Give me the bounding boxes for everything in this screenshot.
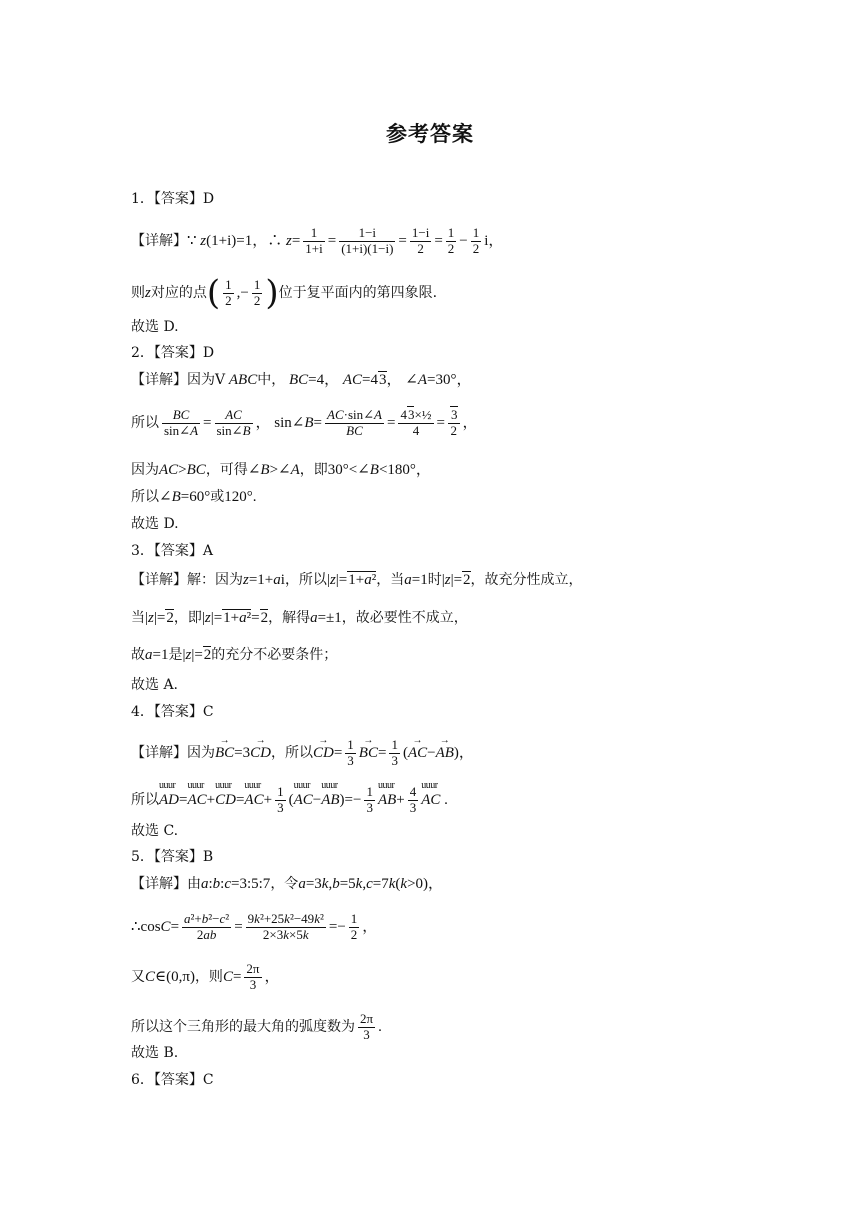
text: 所以 (131, 489, 159, 505)
q2-detail-line-3: 因为AC>BC，可得∠B>∠A，即30°<∠B<180°， (131, 462, 431, 478)
text: 所以 (131, 414, 159, 431)
text: 位于复平面内的第四象限. (278, 285, 438, 301)
text: 所以这个三角形的最大角的弧度数为 (131, 1018, 355, 1035)
detail-label: 【详解】 (131, 372, 187, 388)
q2-detail-line-2: 所以 $\frac{BC}{\sin\angle A}$ = $\frac{AC}{\sin\angle B}$ ， sin∠B= $\frac{AC\cdot\sin\angle A}{BC}$ = $\frac{\text{43×½}}{4}$ = $\frac{3}{2}$ ， (131, 407, 478, 438)
text: V (215, 372, 226, 388)
text: 解：因为 (187, 572, 243, 588)
q1-choose: 故选 D. (131, 319, 179, 335)
detail-label: 【详解】 (131, 744, 187, 761)
text: 或 (210, 489, 225, 505)
text: 对应的点 (150, 285, 207, 301)
q1-detail-line-1: 【详解】∵ z(1+i)=1，∴ z= $\frac{1}{1+i}$ = $\frac{1-i}{(1+i)(1-i)}$ = $\frac{1-i}{2}$ = $\frac{1}{2}$ − $\frac{1}{2}$ i， (131, 225, 504, 256)
text: ，即 (299, 462, 328, 478)
q3-detail-line-2: 当|z|=2，即|z|=1+a²=2，解得a=±1，故必要性不成立， (131, 610, 468, 626)
text: 又 (131, 968, 145, 985)
text: 所以 (131, 791, 159, 808)
text: ，故必要性不成立， (341, 610, 468, 626)
text: 是 (168, 647, 183, 663)
answer-4: 4．【答案】C (131, 704, 214, 720)
detail-label: 【详解】 (131, 232, 187, 249)
text: 时 (427, 572, 442, 588)
answer-1: 1．【答案】D (131, 191, 215, 207)
answer-6: 6．【答案】C (131, 1072, 214, 1088)
q5-detail-line-3: 又C∈(0,π)，则C= $\frac{2\pi}{3}$ ， (131, 961, 280, 992)
detail-label: 【详解】 (131, 876, 187, 892)
q5-detail-line-4: 所以这个三角形的最大角的弧度数为 $\frac{2\pi}{3}$ . (131, 1011, 382, 1042)
text: 中， (257, 372, 286, 388)
answer-5: 5．【答案】B (131, 849, 214, 865)
q3-detail-line-1: 【详解】解：因为z=1+ai，所以|z|=1+a²，当a=1时|z|=2，故充分性成立， (131, 572, 583, 588)
answer-3: 3．【答案】A (131, 543, 214, 559)
text: 因为 (187, 372, 215, 388)
text: 由 (187, 876, 201, 892)
q5-choose: 故选 B. (131, 1045, 179, 1061)
text: 的充分不必要条件； (211, 647, 338, 663)
text: 因为 (131, 462, 159, 478)
text: 因为 (187, 744, 215, 761)
text: ，则 (194, 968, 223, 985)
q3-detail-line-3: 故a=1是|z|=2的充分不必要条件； (131, 647, 338, 663)
q2-detail-line-1: 【详解】因为V ABC中， BC=4， AC=43， ∠A=30°， (131, 372, 472, 388)
text: ，解得 (268, 610, 311, 626)
q1-detail-line-2: 则z对应的点( $\frac{1}{2}$ ,− $\frac{1}{2}$ )位于复平面内的第四象限. (131, 273, 438, 313)
detail-label: 【详解】 (131, 572, 187, 588)
q4-choose: 故选 C. (131, 823, 179, 839)
text: ，即 (173, 610, 202, 626)
text: ，令 (270, 876, 299, 892)
page-title: 参考答案 (386, 122, 474, 146)
text: ，当 (376, 572, 405, 588)
q5-detail-line-2: ∴cosC= $\frac{\text{a²+b²−c²}}{2ab}$ = $\frac{\text{9k²+25k²−49k²}}{2\times 3k\times 5k}$ =− $\frac{1}{2}$ ， (131, 911, 378, 942)
text: ，所以 (270, 744, 313, 761)
text: 则 (131, 285, 145, 301)
q2-detail-line-4: 所以∠B=60°或120°. (131, 489, 257, 505)
text: ，故充分性成立， (470, 572, 583, 588)
q4-detail-line-2: 所以uuur AD=uuur AC+uuur CD=uuur AC+ $\frac{1}{3}$ (uuur AC−uuur AB)=− $\frac{1}{3}$ uuur AB+ $\frac{4}{3}$ uuur AC . (131, 785, 448, 816)
q4-detail-line-1: 【详解】因为→ BC=3→ CD，所以→ CD= $\frac{1}{3}$ → BC= $\frac{1}{3}$ (→ AC−→ AB)， (131, 738, 474, 769)
q5-detail-line-1: 【详解】由a:b:c=3:5:7，令a=3k,b=5k,c=7k(k>0)， (131, 876, 444, 892)
q3-choose: 故选 A. (131, 677, 179, 693)
q2-choose: 故选 D. (131, 516, 179, 532)
text: 故 (131, 647, 145, 663)
text: ，可得 (205, 462, 248, 478)
text: 当 (131, 610, 145, 626)
answer-2: 2．【答案】D (131, 345, 215, 361)
text: ，所以 (284, 572, 327, 588)
